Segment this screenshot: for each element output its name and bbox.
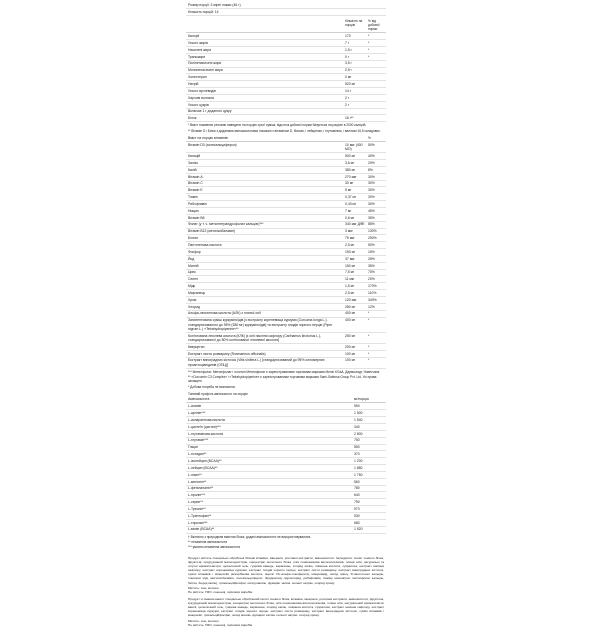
nutrient-label: Фолат (у т. ч. метилтетрагідрофолат кальцію)*** — [188, 222, 264, 227]
nutrient-label: Трансжири — [188, 54, 206, 59]
ingredients-text: Продукт містить спеціально оброблені білкові вітаміни, мінерали, рослинні екстракти, амінокислоти. Інгредієнти: ізолят соєвого білка, фруктоза, кукурудзяний мальтодекстрин, концентрат молочного білка, олія соняшникова високоолеїнова, лляна олія, натуральні та штучні ароматизатори, целюлозний гель, гуарова камедь, карагенан, хлорид калію, лимонна кислота, сукралоза, екстракт насіння сафлору, екстракт кореневища куркуми, екстракт плодів чорного перцю, екстракт листя розмарину, екстракт виноградних кісточок, суміш вітамінів і мінералів (аскорбінова кислота, ацетат DL-альфа-токоферилу, ніацинамід, оксид цинку, D-пантотенат кальцію, глюконат міді, метилкобаламін, холекальциферол, піридоксину гідрохлорид, рибофлавін, тіаміну мононітрат, метилфолат кальцію, біотин, йодид калію), трикальційфосфат, оксид магнію, фумарат заліза, селеніт натрію, хлорид хрому. — [188, 556, 384, 585]
footnote-line: *** умовно-незамінна амінокислота — [188, 545, 240, 550]
nutrient-dv: * — [368, 40, 370, 45]
nutrient-row — [186, 95, 386, 102]
serving-size-text: Розмір порції: 3 мірні ложки (46 г) — [188, 2, 241, 7]
amino-amount: 1 520 — [354, 527, 363, 532]
nutrient-amount: 340 мкг ДФЕ — [345, 222, 365, 227]
amino-label: L-аланін — [188, 404, 202, 409]
nutrient-label: Магній — [188, 263, 199, 268]
nutrient-label: Цинк — [188, 270, 196, 275]
nutrient-dv: 170% — [368, 284, 377, 289]
nutrient-amount: 30 мг — [345, 181, 354, 186]
nutrient-amount: 3,6 мг — [345, 160, 355, 165]
nutrient-row — [186, 242, 386, 249]
nutrient-label: Кон'югована лінолева кислота (КЛК) [з олії насіння сафлору (Carthamus tinctorius L.), стандартизованої до 80% кон'югованої лінолевої кислоти] — [188, 333, 322, 342]
nutrient-label: Калорії — [188, 34, 200, 39]
amino-amount: 1 500 — [354, 411, 363, 416]
amino-label: L-аспарагінова кислота — [188, 417, 225, 422]
nutrient-label: Йод — [188, 256, 195, 261]
nutrient-dv: * — [368, 358, 370, 363]
ingredients-block — [186, 555, 386, 596]
nutrient-amount: 520 мг — [345, 81, 356, 86]
amino-label: L-цистеїн (цистин)*** — [188, 424, 221, 429]
amino-amount: 2 800 — [354, 431, 363, 436]
nutrient-dv: 30% — [368, 181, 375, 186]
amino-label: L-глутамін*** — [188, 438, 209, 443]
supplement-facts-panel — [186, 2, 386, 628]
contains-line: Містить: сою, молоко. — [188, 586, 220, 591]
serving-size-row — [186, 2, 386, 9]
nutrient-row — [186, 47, 386, 54]
amino-amount: 680 — [354, 520, 360, 525]
nutrient-label: Альфа-ліноленова кислота (АЛК) з лляної олії — [188, 311, 261, 316]
nutrient-row — [186, 160, 386, 167]
nutrient-amount: 7 мг — [345, 208, 352, 213]
amino-row — [186, 527, 386, 534]
amino-table-header — [186, 397, 386, 404]
amino-row — [186, 431, 386, 438]
nutrient-dv: 25% — [368, 256, 375, 261]
nutrient-amount: 380 мг — [345, 167, 356, 172]
ingredients-section — [186, 555, 386, 628]
servings-count-row — [186, 9, 386, 16]
footnote-line: ** Вітамін D і Білки з доданими амінокислотами показані з вітаміном D, білком, і лейцином, і глутаміном, і валіном 16,5 складових. — [188, 128, 381, 133]
amino-row — [186, 445, 386, 452]
nutrient-label: Тіамін — [188, 195, 198, 200]
nutrient-amount: 2 г — [345, 102, 350, 107]
nutrient-dv: * — [368, 54, 370, 59]
nutrient-amount: 190 мг — [345, 249, 356, 254]
nutrient-row — [186, 81, 386, 88]
amino-amount: 640 — [354, 493, 360, 498]
amino-amount: 550 — [354, 445, 360, 450]
nutrient-row — [186, 40, 386, 47]
nutrient-label: Вітамін C — [188, 181, 203, 186]
nutrient-amount: 10 мкг (400 МО) — [345, 142, 363, 152]
amino-row — [186, 403, 386, 410]
amino-row — [186, 417, 386, 424]
nutrient-dv: 110% — [368, 290, 377, 295]
nutrient-amount: 2 г — [345, 95, 350, 100]
nutrient-row — [186, 61, 386, 68]
nutrient-row — [186, 333, 386, 344]
nutrient-amount: 5 мг — [345, 188, 352, 193]
amino-amount: 1 750 — [354, 472, 363, 477]
nutrient-dv: * — [368, 47, 370, 52]
nutrient-row — [186, 311, 386, 318]
nutrient-dv: 35% — [368, 263, 375, 268]
nutrient-amount: 0,6 мг — [345, 215, 355, 220]
nutrient-row — [186, 194, 386, 201]
amino-row — [186, 451, 386, 458]
amino-label: Гліцин — [188, 445, 199, 450]
amino-header-amount: мг/порція — [354, 397, 369, 402]
nutrient-label: Харчові волокна — [188, 95, 214, 100]
nutrient-row — [186, 276, 386, 283]
nutrient-label: Включає 1 г доданого цукру — [188, 109, 232, 114]
amino-amount: 340 — [354, 424, 360, 429]
nutrient-amount: 400 мг — [345, 311, 356, 316]
main-header-amount: Кількість на порцію — [345, 19, 363, 28]
nutrient-amount: 1,5 г — [345, 47, 352, 52]
nutrient-dv: * — [368, 311, 370, 316]
nutrient-row — [186, 351, 386, 358]
macro-footnotes — [186, 122, 386, 135]
nutrient-row — [186, 358, 386, 369]
amino-table — [186, 403, 386, 533]
nutrient-amount: 0 мг — [345, 75, 352, 80]
nutrient-row — [186, 344, 386, 351]
nutrient-label: Вітамін A — [188, 174, 203, 179]
nutrient-row — [186, 297, 386, 304]
nutrient-amount: 7 г — [345, 40, 350, 45]
nutrient-amount: 250 мг — [345, 333, 356, 338]
nutrient-label: Поліненасичені жири — [188, 61, 222, 66]
nutrient-amount: 200 мг — [345, 344, 356, 349]
nutrient-row — [186, 102, 386, 109]
nutrient-label: Фосфор — [188, 249, 201, 254]
amino-label: L-Треонін** — [188, 506, 206, 511]
nutrient-dv: 30% — [368, 174, 375, 179]
nutrient-label: Селен — [188, 277, 198, 282]
amino-row — [186, 472, 386, 479]
free-from-line: Не містить: ГМО, пшениці, горіхових виробів. — [188, 622, 253, 627]
nutrient-amount: 11 мкг — [345, 277, 355, 282]
footnote-line: ** «Curcumin C3 Complex» і «Tetrahydropiperine» є зареєстрованими торговими марками Sami-Sabinsa Group Pvt. Ltd. Усі права захищені. — [188, 375, 377, 384]
amino-amount: 370 — [354, 452, 360, 457]
nutrient-label: Пантотенова кислота — [188, 243, 222, 248]
amino-profile-title: Типовий профіль амінокислот на порцію — [188, 392, 248, 397]
nutrient-label: Кальцій — [188, 154, 201, 159]
nutrient-label: Вітамін B6 — [188, 215, 205, 220]
nutrient-dv: 70% — [368, 270, 375, 275]
nutrient-label: Калій — [188, 167, 197, 172]
micro-table — [186, 142, 386, 369]
nutrient-label: Білок — [188, 116, 197, 121]
nutrient-amount: 150 мг — [345, 263, 356, 268]
nutrient-amount: 500 мг — [345, 154, 356, 159]
nutrient-label: Мононенасичені жири — [188, 68, 223, 73]
nutrient-amount: 2,5 мг — [345, 290, 355, 295]
nutrient-dv: 30% — [368, 195, 375, 200]
nutrient-dv: 40% — [368, 154, 375, 159]
amino-label: L-пролін*** — [188, 493, 206, 498]
nutrient-dv: 130% — [368, 229, 377, 234]
ingredients-text: Продукт зі смаком ванілі: спеціально оброблений ізолят соєвого білка, вітаміни, мінерали, рослинні екстракти, амінокислоти, фруктоза, кукурудзяний мальтодекстрин, концентрат молочного білка, олія соняшникова високоолеїнова, лляна олія, натуральний ароматизатор ванілі, целюлозний гель, гуарова камедь, карагенан, хлорид калію, лимонна кислота, сукралоза, екстракт насіння сафлору, екстракт кореневища куркуми, екстракт плодів чорного перцю, екстракт листя розмарину, екстракт виноградних кісточок, суміш вітамінів і мінералів, трикальційфосфат, оксид магнію, фумарат заліза, селеніт натрію, хлорид хрому. — [188, 596, 384, 617]
micro-header-label: Вміст на порцію вітамінів: — [188, 136, 229, 141]
nutrient-amount: 1,5 мг — [345, 284, 355, 289]
nutrient-dv: 15% — [368, 249, 375, 254]
nutrient-row — [186, 74, 386, 81]
nutrient-dv: * — [368, 34, 370, 39]
amino-amount: 1 880 — [354, 465, 363, 470]
amino-amount: 790 — [354, 500, 360, 505]
nutrient-amount: 37 мкг — [345, 256, 355, 261]
amino-row — [186, 479, 386, 486]
amino-label: L-тирозин*** — [188, 520, 208, 525]
nutrient-row — [186, 208, 386, 215]
nutrient-row — [186, 187, 386, 194]
free-from-line: Не містить: ГМО, пшениці, горіхових виробів. — [188, 590, 253, 595]
nutrient-row — [186, 222, 386, 229]
nutrient-label: Насичені жири — [188, 47, 212, 52]
nutrient-row — [186, 174, 386, 181]
nutrient-row — [186, 304, 386, 311]
nutrient-amount: 0 г — [345, 54, 350, 59]
nutrient-label: Рибофлавін — [188, 201, 207, 206]
nutrient-label: Кверцетин — [188, 344, 205, 349]
nutrient-dv: 30% — [368, 188, 375, 193]
nutrient-label: Екстракт виноградних кісточок (Vitis vinifera L.) [стандартизований до 95% олігомерних проантоціанідинів (ОПЦ)] — [188, 358, 325, 367]
amino-label: L-валін (BCAA)** — [188, 527, 215, 532]
nutrient-label: Залізо — [188, 160, 199, 165]
nutrient-dv: 12% — [368, 304, 375, 309]
amino-row — [186, 424, 386, 431]
amino-amount: 530 — [354, 513, 360, 518]
nutrient-row — [186, 256, 386, 263]
nutrient-row — [186, 115, 386, 122]
nutrient-amount: 100 мг — [345, 358, 356, 363]
nutrient-amount: 0,43 мг — [345, 201, 357, 206]
footnote-line: * Вміст поживних речовин наведено на порцію сухої суміші; відсоток добової норми базується на раціоні в 2000 калорій. — [188, 123, 367, 128]
nutrient-dv: 50% — [368, 243, 375, 248]
nutrient-row — [186, 318, 386, 333]
nutrient-dv: 250% — [368, 236, 377, 241]
nutrient-dv: 20% — [368, 277, 375, 282]
nutrient-amount: 3,5 г — [345, 61, 352, 66]
micro-header-dv: % — [368, 136, 371, 141]
nutrient-dv: * — [368, 333, 370, 338]
nutrient-label: Біотин — [188, 236, 199, 241]
footnote-line: * Добова потреба не визначена. — [188, 384, 236, 389]
nutrient-amount: 16 г** — [345, 116, 354, 121]
micro-table-header — [186, 135, 386, 142]
nutrient-row — [186, 181, 386, 188]
micro-footnotes — [186, 369, 386, 392]
amino-label: L-ізолейцин (BCAA)** — [188, 459, 222, 464]
nutrient-dv: 340% — [368, 297, 377, 302]
nutrient-row — [186, 109, 386, 116]
amino-amount: 590 — [354, 404, 360, 409]
nutrient-row — [186, 229, 386, 236]
nutrient-label: Вітамін B12 (метилкобаламін) — [188, 229, 236, 234]
nutrient-row — [186, 88, 386, 95]
nutrient-dv: 30% — [368, 201, 375, 206]
main-header-dv: % від добової норми — [368, 19, 380, 32]
nutrient-amount: 2,5 г — [345, 68, 352, 73]
nutrient-row — [186, 54, 386, 61]
nutrient-label: Вітамін D3 (холекальциферол) — [188, 142, 237, 147]
amino-label: L-Триптофан** — [188, 513, 212, 518]
nutrient-row — [186, 153, 386, 160]
amino-amount: 560 — [354, 479, 360, 484]
nutrient-row — [186, 68, 386, 75]
amino-amount: 780 — [354, 486, 360, 491]
amino-label: L-глутамінова кислота — [188, 431, 223, 436]
amino-row — [186, 458, 386, 465]
nutrient-amount: 170 — [345, 34, 351, 39]
nutrient-row — [186, 270, 386, 277]
amino-label: L-лізин** — [188, 472, 202, 477]
amino-row — [186, 465, 386, 472]
amino-amount: 970 — [354, 506, 360, 511]
amino-row — [186, 410, 386, 417]
amino-amount: 750 — [354, 438, 360, 443]
nutrient-label: Хром — [188, 297, 197, 302]
nutrient-label: Вітамін E — [188, 188, 203, 193]
amino-header-name: Амінокислота — [188, 397, 210, 402]
nutrient-label: Ніацин — [188, 208, 199, 213]
nutrient-row — [186, 33, 386, 40]
nutrient-row — [186, 263, 386, 270]
footnote-line: *** Метилфолат. Метилфолат і логотип Метилфолат є зареєстрованими торговими марками Merck KGaA, Дармштадт, Німеччина. — [188, 369, 381, 374]
ingredients-block — [186, 595, 386, 627]
nutrient-amount: 120 мкг — [345, 297, 357, 302]
nutrient-amount: 280 мг — [345, 304, 356, 309]
nutrient-label: Усього цукрів — [188, 102, 209, 107]
nutrient-amount: 75 мкг — [345, 236, 355, 241]
amino-amount: 1 200 — [354, 459, 363, 464]
servings-count-text: Кількість порцій: 14 — [188, 9, 219, 14]
nutrient-amount: 400 мг — [345, 318, 356, 323]
nutrient-label: Запатентована суміш куркуміноїдів [з екстракту кореневища куркуми (Curcuma longa L.), стандартизованого до 95% (380 мг) куркуміноїдів] та екстракту плодів чорного перцю (Piper nigrum L.) «Tetrahydropiperine»** — [188, 318, 333, 331]
nutrient-amount: 0,37 мг — [345, 195, 357, 200]
amino-amount: 1 540 — [354, 417, 363, 422]
nutrient-dv: 8% — [368, 167, 373, 172]
nutrient-amount: 270 мкг — [345, 174, 357, 179]
nutrient-row — [186, 235, 386, 242]
nutrient-label: Екстракт листя розмарину (Rosmarinus officinalis) — [188, 351, 266, 356]
amino-row — [186, 520, 386, 527]
amino-row — [186, 492, 386, 499]
nutrient-amount: 7,5 мг — [345, 270, 355, 275]
nutrient-dv: 85% — [368, 222, 375, 227]
nutrient-dv: * — [368, 318, 370, 323]
nutrient-label: Натрій — [188, 81, 199, 86]
nutrient-row — [186, 283, 386, 290]
nutrient-amount: 14 г — [345, 88, 351, 93]
contains-line: Містить: сою, молоко. — [188, 618, 220, 623]
amino-row — [186, 506, 386, 513]
nutrient-amount: 100 мг — [345, 351, 356, 356]
nutrient-amount: 3 мкг — [345, 229, 353, 234]
nutrient-row — [186, 142, 386, 153]
nutrient-row — [186, 215, 386, 222]
amino-label: L-фенілаланін** — [188, 486, 214, 491]
nutrient-row — [186, 201, 386, 208]
amino-row — [186, 438, 386, 445]
nutrient-label: Холестерин — [188, 75, 207, 80]
amino-label: L-гістидин** — [188, 452, 207, 457]
amino-row — [186, 486, 386, 493]
nutrient-row — [186, 167, 386, 174]
nutrient-dv: 35% — [368, 215, 375, 220]
footnote-line: † Включно з природним вмістом білка; додані амінокислоти не використовувалися. — [188, 534, 312, 539]
main-table-header — [186, 19, 386, 34]
amino-label: L-метіонін** — [188, 479, 207, 484]
footnote-line: ** незамінна амінокислота — [188, 540, 227, 545]
nutrient-label: Усього жирів — [188, 40, 208, 45]
nutrient-label: Мідь — [188, 284, 196, 289]
nutrient-dv: 50% — [368, 142, 375, 147]
amino-row — [186, 513, 386, 520]
main-table — [186, 33, 386, 122]
nutrient-dv: * — [368, 344, 370, 349]
nutrient-dv: 20% — [368, 160, 375, 165]
amino-label: L-лейцин (BCAA)** — [188, 465, 218, 470]
nutrient-label: Усього вуглеводів — [188, 88, 216, 93]
nutrient-dv: * — [368, 351, 370, 356]
nutrient-row — [186, 249, 386, 256]
nutrient-label: Хлорид — [188, 304, 200, 309]
nutrient-label: Марганець — [188, 290, 206, 295]
nutrient-row — [186, 290, 386, 297]
amino-label: L-серин** — [188, 500, 203, 505]
amino-label: L-аргінін*** — [188, 411, 206, 416]
nutrient-amount: 2,5 мг — [345, 243, 355, 248]
amino-footnotes — [186, 534, 386, 552]
nutrient-dv: 45% — [368, 208, 375, 213]
amino-row — [186, 499, 386, 506]
